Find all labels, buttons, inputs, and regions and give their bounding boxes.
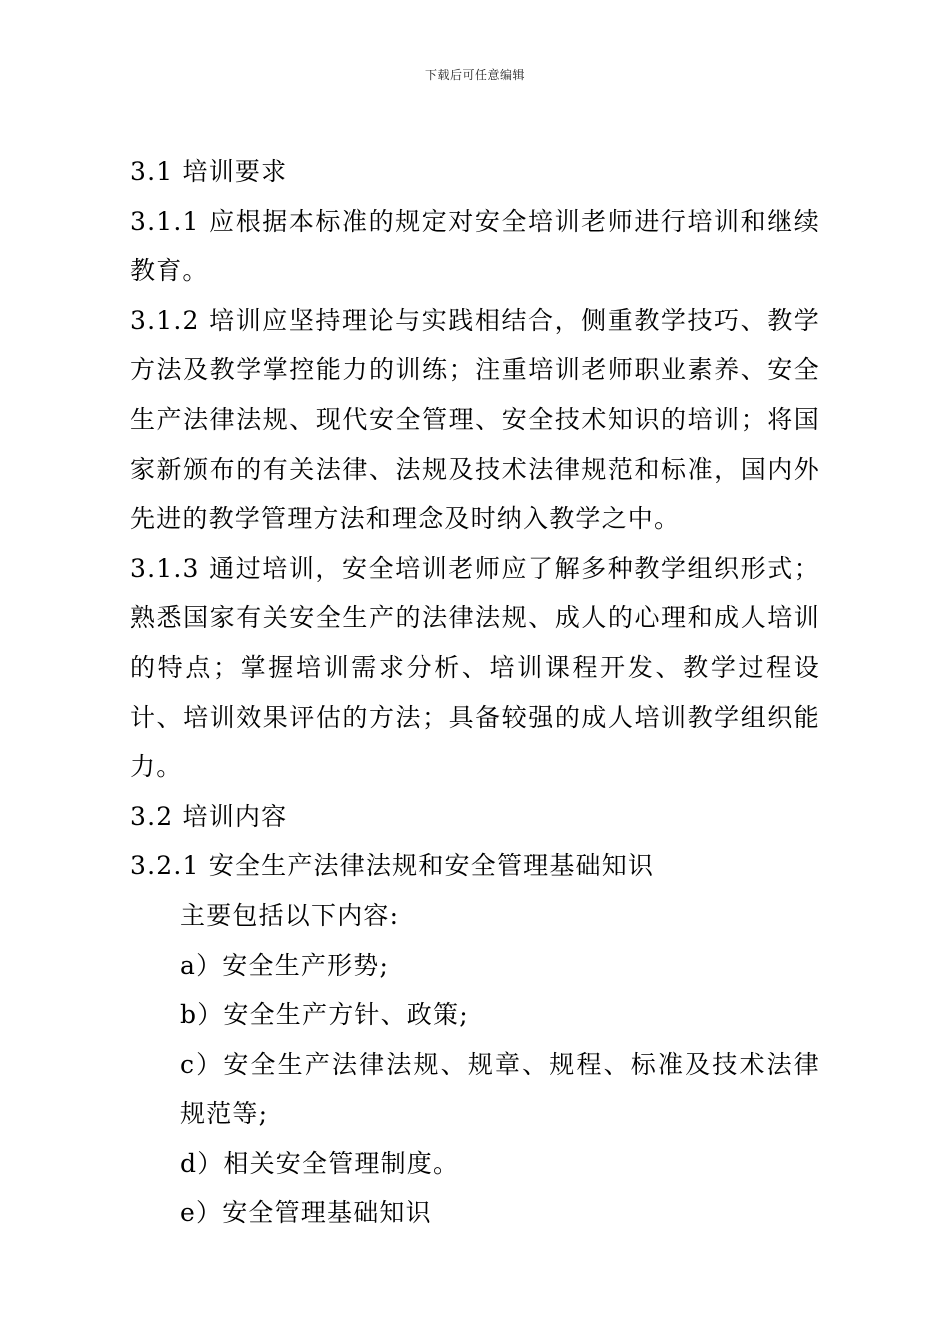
content-intro: 主要包括以下内容: <box>180 900 400 930</box>
header-note: 下载后可任意编辑 <box>424 68 525 82</box>
list-item-e: e）安全管理基础知识 <box>180 1198 432 1228</box>
section-3-1-heading: 3.1 培训要求 <box>130 157 288 186</box>
section-3-2-1-heading: 3.2.1 安全生产法律法规和安全管理基础知识 <box>130 851 655 881</box>
section-3-1-1-paragraph: 3.1.1 应根据本标准的规定对安全培训老师进行培训和继续教育。 <box>130 206 820 286</box>
section-3-1-2-paragraph: 3.1.2 培训应坚持理论与实践相结合，侧重教学技巧、教学方法及教学掌控能力的训练；注重培训老师职业素养、安全生产法律法规、现代安全管理、安全技术知识的培训；将国家新颁布的有关法律、法规及技术法律规范和标准，国内外先进的教学管理方法和理念及时纳入教学之中。 <box>130 305 820 534</box>
list-item-b: b）安全生产方针、政策; <box>180 1000 469 1030</box>
list-item-a: a）安全生产形势; <box>180 950 390 980</box>
list-item-d: d）相关安全管理制度。 <box>180 1148 460 1178</box>
section-3-2-heading: 3.2 培训内容 <box>130 801 288 831</box>
list-item-c: c）安全生产法律法规、规章、规程、标准及技术法律规范等; <box>180 1049 820 1129</box>
section-3-1-3-paragraph: 3.1.3 通过培训，安全培训老师应了解多种教学组织形式；熟悉国家有关安全生产的法律法规、成人的心理和成人培训的特点；掌握培训需求分析、培训课程开发、教学过程设计、培训效果评估的方法；具备较强的成人培训教学组织能力。 <box>130 553 820 782</box>
document-body <box>130 147 820 1238</box>
